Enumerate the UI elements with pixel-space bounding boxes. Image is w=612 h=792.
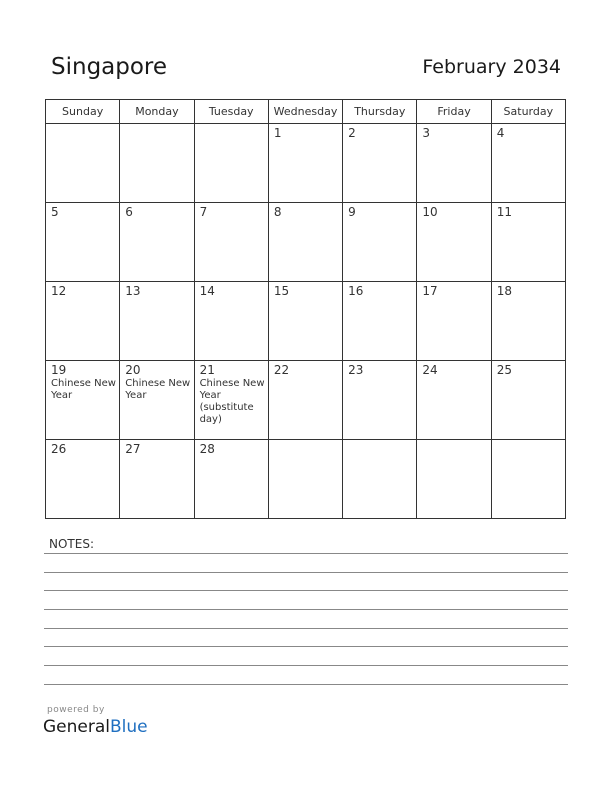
day-cell xyxy=(491,282,565,361)
day-number: 15 xyxy=(273,284,290,298)
day-cell xyxy=(194,361,268,440)
day-cell xyxy=(46,282,120,361)
day-cell xyxy=(491,440,565,519)
day-cell xyxy=(120,124,194,203)
day-cell xyxy=(194,440,268,519)
day-cell xyxy=(120,440,194,519)
day-number: 23 xyxy=(348,363,364,377)
day-cell xyxy=(46,361,120,440)
day-cell xyxy=(194,124,268,203)
day-cell xyxy=(343,361,417,440)
day-cell xyxy=(268,361,342,440)
weekday-header-row xyxy=(46,100,566,124)
day-cell xyxy=(343,203,417,282)
brand-general-text: General xyxy=(43,717,110,737)
day-number: 4 xyxy=(496,126,505,140)
weekday-saturday: Saturday xyxy=(491,100,565,124)
note-line xyxy=(44,553,568,554)
day-number: 22 xyxy=(273,363,290,377)
week-row xyxy=(46,440,566,519)
powered-by-text: powered by xyxy=(47,705,105,715)
weekday-sunday: Sunday xyxy=(46,100,120,124)
day-cell xyxy=(194,203,268,282)
day-cell xyxy=(343,124,417,203)
day-number: 26 xyxy=(51,442,67,456)
day-number: 17 xyxy=(422,284,438,298)
day-cell xyxy=(343,282,417,361)
day-cell xyxy=(491,203,565,282)
day-number: 20 xyxy=(125,363,141,377)
day-number: 8 xyxy=(273,205,282,219)
weekday-friday: Friday xyxy=(417,100,491,124)
day-cell xyxy=(46,124,120,203)
holiday-label: Chinese New Year xyxy=(51,378,116,401)
day-cell xyxy=(417,440,491,519)
weekday-thursday: Thursday xyxy=(343,100,417,124)
calendar-grid xyxy=(45,99,566,519)
day-number: 18 xyxy=(496,284,512,298)
day-number: 21 xyxy=(199,363,215,377)
holiday-label: Chinese New Year xyxy=(125,378,191,401)
week-row xyxy=(46,203,566,282)
day-cell xyxy=(417,282,491,361)
day-number: 6 xyxy=(125,205,133,219)
generalblue-logo xyxy=(43,717,148,737)
day-cell xyxy=(268,282,342,361)
week-row xyxy=(46,124,566,203)
day-number: 19 xyxy=(51,363,67,377)
holiday-label: Chinese New Year (substitute day) xyxy=(199,378,265,425)
note-line xyxy=(44,646,568,647)
day-number: 5 xyxy=(51,205,59,219)
month-year-title: February 2034 xyxy=(422,56,561,78)
day-number: 3 xyxy=(422,126,431,140)
note-line xyxy=(44,609,568,610)
note-line xyxy=(44,628,568,629)
day-number: 27 xyxy=(125,442,141,456)
note-line xyxy=(44,590,568,591)
weekday-monday: Monday xyxy=(120,100,194,124)
day-cell xyxy=(120,203,194,282)
day-cell xyxy=(417,203,491,282)
day-cell xyxy=(343,440,417,519)
weekday-tuesday: Tuesday xyxy=(194,100,268,124)
country-title: Singapore xyxy=(51,54,168,80)
day-cell xyxy=(491,361,565,440)
day-cell xyxy=(46,203,120,282)
day-cell xyxy=(268,203,342,282)
day-number: 14 xyxy=(199,284,215,298)
day-number: 12 xyxy=(51,284,67,298)
day-cell xyxy=(268,124,342,203)
day-number: 16 xyxy=(348,284,364,298)
day-cell xyxy=(120,282,194,361)
day-number: 28 xyxy=(199,442,215,456)
day-number: 24 xyxy=(422,363,438,377)
brand-blue-text: Blue xyxy=(110,717,148,737)
day-cell xyxy=(194,282,268,361)
note-line xyxy=(44,684,568,685)
notes-label: NOTES: xyxy=(49,537,94,551)
day-number: 10 xyxy=(422,205,438,219)
day-number: 13 xyxy=(125,284,141,298)
note-line xyxy=(44,665,568,666)
week-row xyxy=(46,361,566,440)
note-line xyxy=(44,572,568,573)
weekday-wednesday: Wednesday xyxy=(268,100,342,124)
day-number: 7 xyxy=(199,205,208,219)
day-number: 2 xyxy=(348,126,356,140)
day-number: 25 xyxy=(496,363,512,377)
day-cell xyxy=(268,440,342,519)
day-cell xyxy=(417,124,491,203)
day-number: 1 xyxy=(273,126,282,140)
day-number: 9 xyxy=(348,205,356,219)
day-cell xyxy=(417,361,491,440)
day-cell xyxy=(46,440,120,519)
day-cell xyxy=(120,361,194,440)
day-cell xyxy=(491,124,565,203)
week-row xyxy=(46,282,566,361)
day-number: 11 xyxy=(496,205,512,219)
